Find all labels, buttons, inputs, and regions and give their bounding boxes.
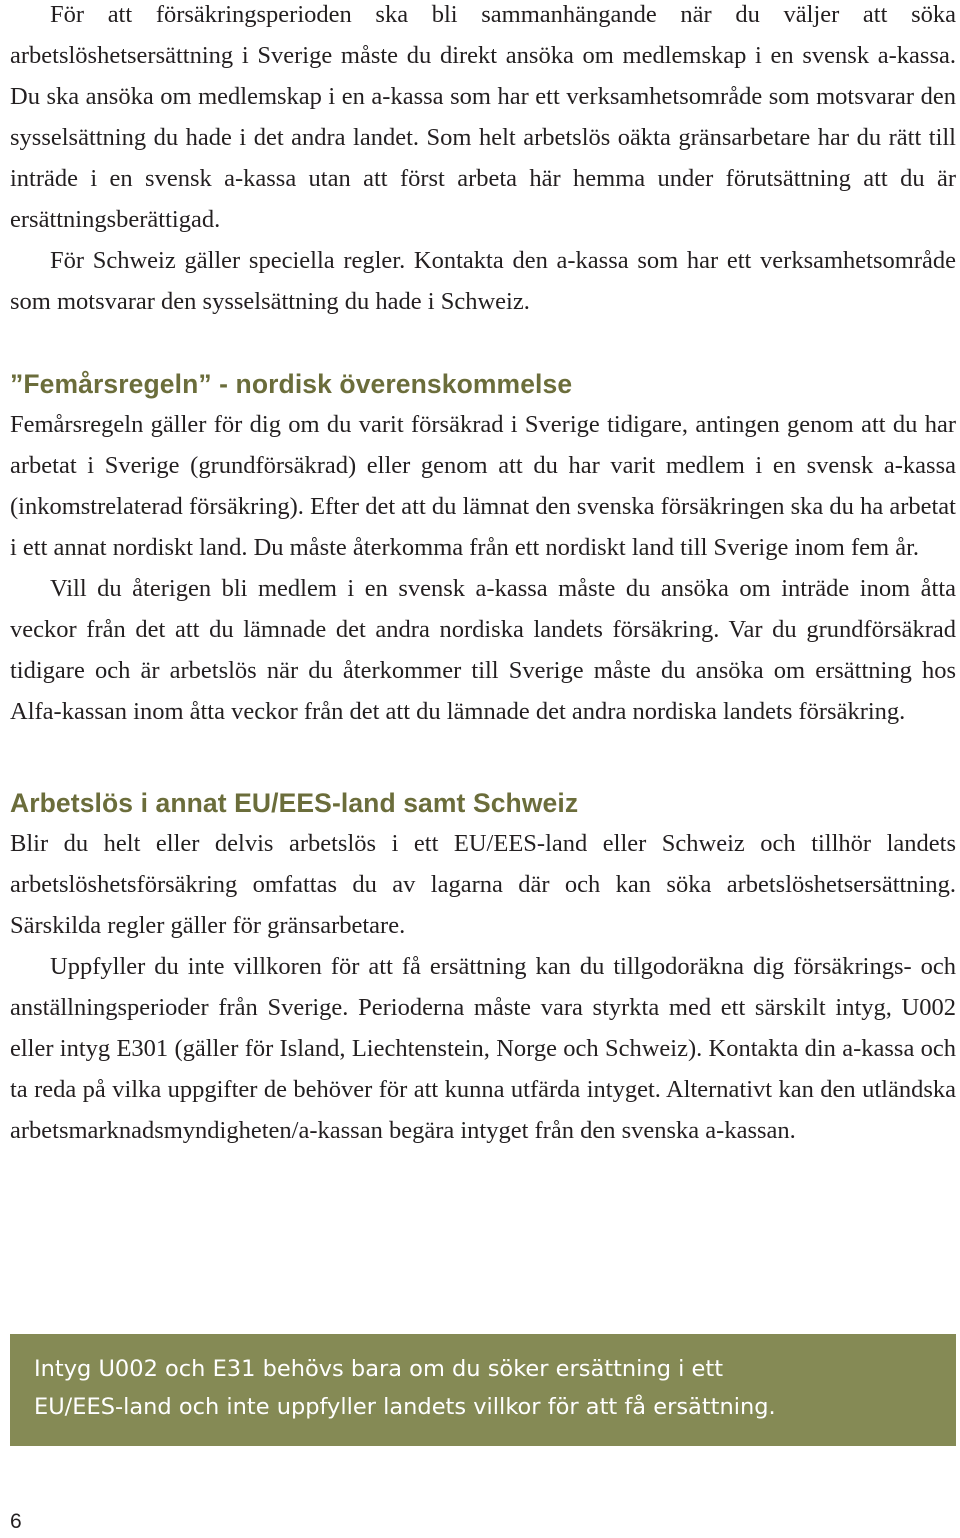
femarsregeln-paragraph-1: Femårsregeln gäller för dig om du varit försäkrad i Sverige tidigare, antingen genom att du har arbetat i Sverige (grundförsäkrad) eller genom att du har varit medlem i en svensk a-kassa (inkomstrelaterad försäkring). Efter det att du lämnat den svenska försäkringen ska du ha arbetat i ett annat nordiskt land. Du måste återkomma från ett nordiskt land till Sverige inom fem år.: [10, 411, 956, 561]
eu-ees-paragraph-1: Blir du helt eller delvis arbetslös i ett EU/EES-land eller Schweiz och tillhör landets arbetslöshetsförsäkring omfattas du av lagarna där och kan söka arbetslöshetsersättning. Särskilda regler gäller för gränsarbetare.: [10, 830, 956, 939]
femarsregeln-heading: ”Femårsregeln” - nordisk överenskommelse: [10, 369, 573, 399]
intro-paragraph-1: För att försäkringsperioden ska bli sammanhängande när du väljer att söka arbetslöshetsersättning i Sverige måste du direkt ansöka om medlemskap i en svensk a-kassa. Du ska ansöka om medlemskap i en a-kassa som har ett verksamhetsområde som motsvarar den sysselsättning du hade i det andra landet. Som helt arbetslös oäkta gränsarbetare har du rätt till inträde i en svensk a-kassa utan att först arbeta här hemma under förutsättning att du är ersättningsberättigad.: [10, 1, 956, 233]
callout-line-2: EU/EES-land och inte uppfyller landets villkor för att få ersättning.: [34, 1394, 776, 1420]
document-page: [10, 0, 956, 1151]
info-callout-box: [10, 1334, 956, 1446]
femarsregeln-paragraph-2: Vill du återigen bli medlem i en svensk a-kassa måste du ansöka om inträde inom åtta veckor från det att du lämnade det andra nordiska landets försäkring. Var du grundförsäkrad tidigare och är arbetslös när du återkommer till Sverige måste du ansöka om ersättning hos Alfa-kassan inom åtta veckor från det att du lämnade det andra nordiska landets försäkring.: [10, 575, 956, 725]
page-number: 6: [10, 1510, 22, 1533]
intro-paragraph-2: För Schweiz gäller speciella regler. Kontakta den a-kassa som har ett verksamhetsområde som motsvarar den sysselsättning du hade i Schweiz.: [10, 247, 956, 315]
callout-line-1: Intyg U002 och E31 behövs bara om du söker ersättning i ett: [34, 1356, 724, 1382]
eu-ees-heading: Arbetslös i annat EU/EES-land samt Schweiz: [10, 788, 579, 818]
eu-ees-paragraph-2: Uppfyller du inte villkoren för att få ersättning kan du tillgodoräkna dig försäkrings- och anställningsperioder från Sverige. Perioderna måste vara styrkta med ett särskilt intyg, U002 eller intyg E301 (gäller för Island, Liechtenstein, Norge och Schweiz). Kontakta din a-kassa och ta reda på vilka uppgifter de behöver för att kunna utfärda intyget. Alternativt kan den utländska arbetsmarknadsmyndigheten/a-kassan begära intyget från den svenska a-kassan.: [10, 953, 956, 1144]
